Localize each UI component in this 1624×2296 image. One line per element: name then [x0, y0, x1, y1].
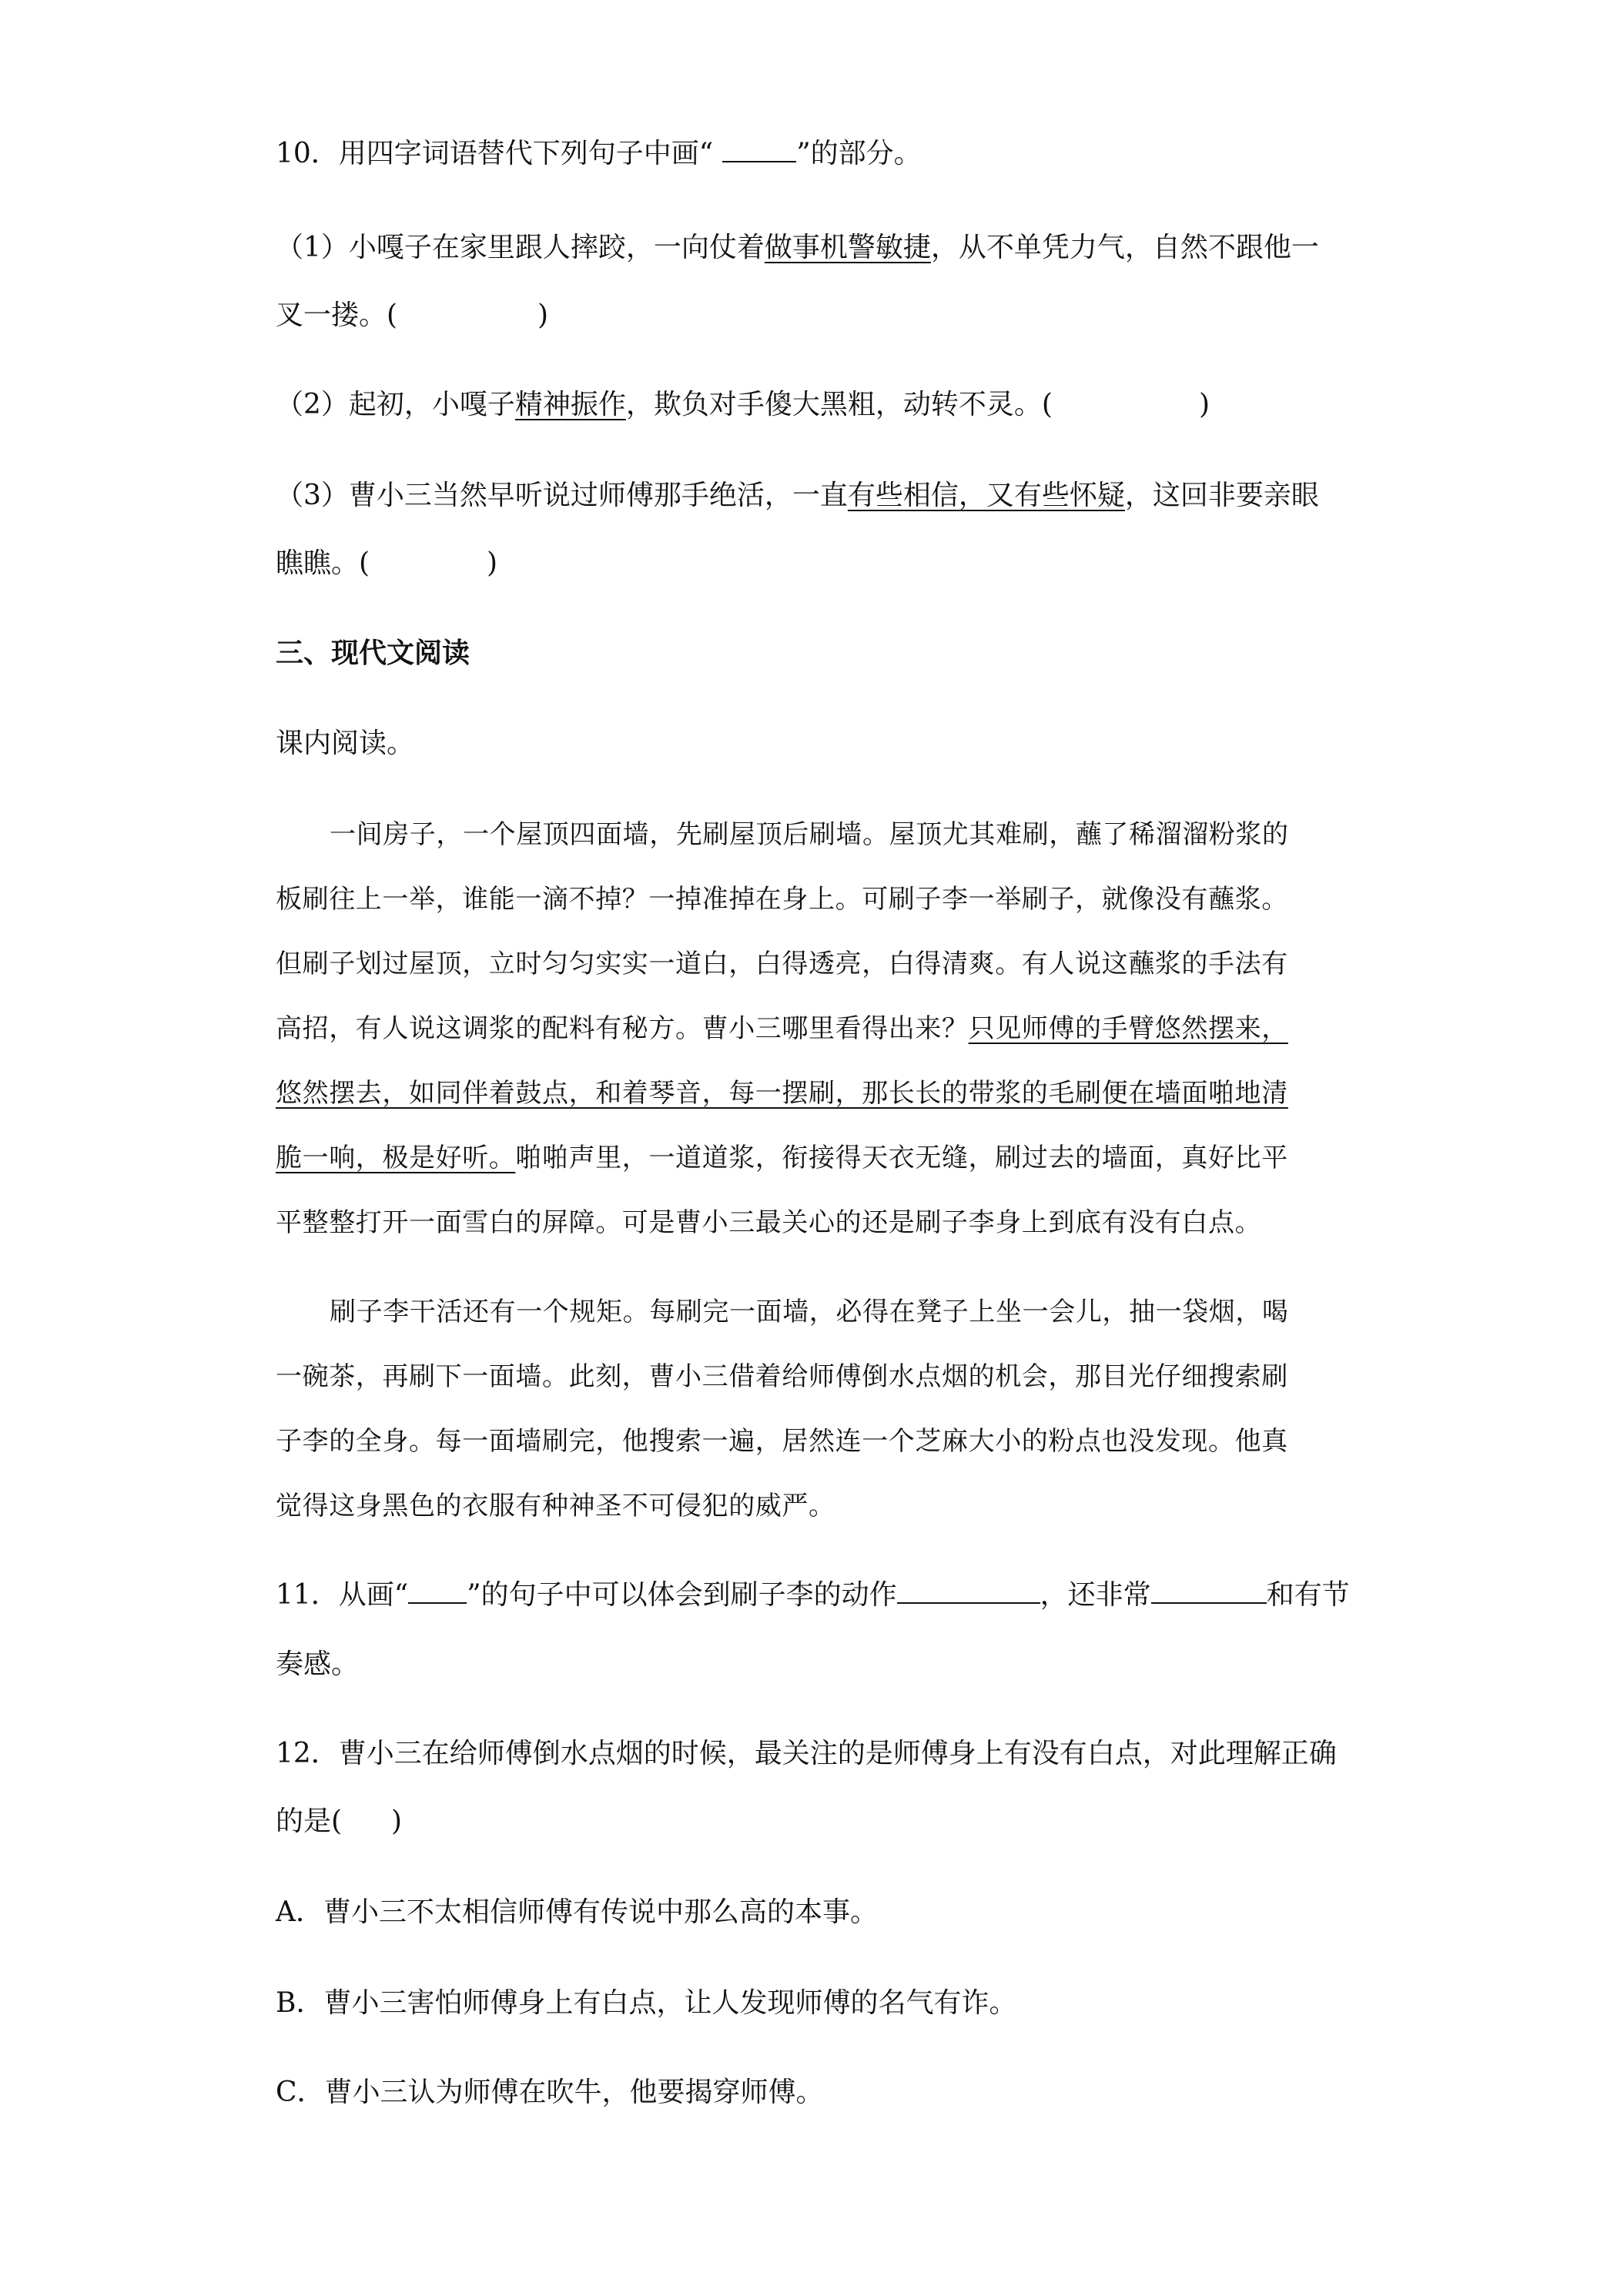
option-b[interactable]: B．曹小三害怕师傅身上有白点，让人发现师傅的名气有诈。 — [276, 1987, 1017, 2019]
section-heading: 三、现代文阅读 — [276, 637, 470, 669]
section-subheading: 课内阅读。 — [276, 728, 415, 759]
q10-sub1-line1: （1）小嘎子在家里跟人摔跤，一向仗着做事机警敏捷，从不单凭力气，自然不跟他一 — [276, 232, 1319, 263]
option-a[interactable]: A．曹小三不太相信师傅有传说中那么高的本事。 — [276, 1896, 878, 1928]
passage-line: 觉得这身黑色的衣服有种神圣不可侵犯的威严。 — [276, 1491, 835, 1521]
underline-sample — [722, 138, 796, 162]
passage-line: 平整整打开一面雪白的屏障。可是曹小三最关心的还是刷子李身上到底有没有白点。 — [276, 1207, 1262, 1238]
passage-line: 一碗茶，再刷下一面墙。此刻，曹小三借着给师傅倒水点烟的机会，那目光仔细搜索刷 — [276, 1361, 1288, 1392]
q11-line1: 11．从画“ ”的句子中可以体会到刷子李的动作 ，还非常 和有节 — [276, 1579, 1350, 1611]
passage-line: 板刷往上一举，谁能一滴不掉？一掉准掉在身上。可刷子李一举刷子，就像没有蘸浆。 — [276, 884, 1288, 915]
passage-line: 高招，有人说这调浆的配料有秘方。曹小三哪里看得出来？只见师傅的手臂悠然摆来， — [276, 1013, 1288, 1044]
answer-blank[interactable] — [1151, 1579, 1267, 1604]
q10-sub1-line2: 叉一搂。( ) — [276, 300, 549, 331]
passage-line: 但刷子划过屋顶，立时匀匀实实一道白，白得透亮，白得清爽。有人说这蘸浆的手法有 — [276, 949, 1288, 979]
underline-sample — [408, 1579, 467, 1604]
passage-line: 子李的全身。每一面墙刷完，他搜索一遍，居然连一个芝麻大小的粉点也没发现。他真 — [276, 1426, 1288, 1457]
passage-line: 脆一响，极是好听。啪啪声里，一道道浆，衔接得天衣无缝，刷过去的墙面，真好比平 — [276, 1143, 1288, 1173]
q11-line2: 奏感。 — [276, 1648, 360, 1680]
passage-line: 悠然摆去，如同伴着鼓点，和着琴音，每一摆刷，那长长的带浆的毛刷便在墙面啪地清 — [276, 1078, 1288, 1109]
passage-line: 刷子李干活还有一个规矩。每刷完一面墙，必得在凳子上坐一会儿，抽一袋烟，喝 — [330, 1297, 1289, 1327]
option-c[interactable]: C．曹小三认为师傅在吹牛，他要揭穿师傅。 — [276, 2077, 824, 2108]
q10-sub2: （2）起初，小嘎子精神振作，欺负对手傻大黑粗，动转不灵。( ) — [276, 389, 1210, 420]
passage-line: 一间房子，一个屋顶四面墙，先刷屋顶后刷墙。屋顶尤其难刷，蘸了稀溜溜粉浆的 — [330, 819, 1289, 850]
q12-line1: 12．曹小三在给师傅倒水点烟的时候，最关注的是师傅身上有没有白点，对此理解正确 — [276, 1738, 1337, 1769]
q12-line2: 的是( ) — [276, 1806, 403, 1837]
answer-blank[interactable] — [897, 1579, 1040, 1604]
q10-sub3-line1: （3）曹小三当然早听说过师傅那手绝活，一直有些相信，又有些怀疑，这回非要亲眼 — [276, 480, 1319, 511]
q10-sub3-line2: 瞧瞧。( ) — [276, 547, 498, 579]
q10-stem: 10．用四字词语替代下列句子中画“ ”的部分。 — [276, 138, 922, 169]
